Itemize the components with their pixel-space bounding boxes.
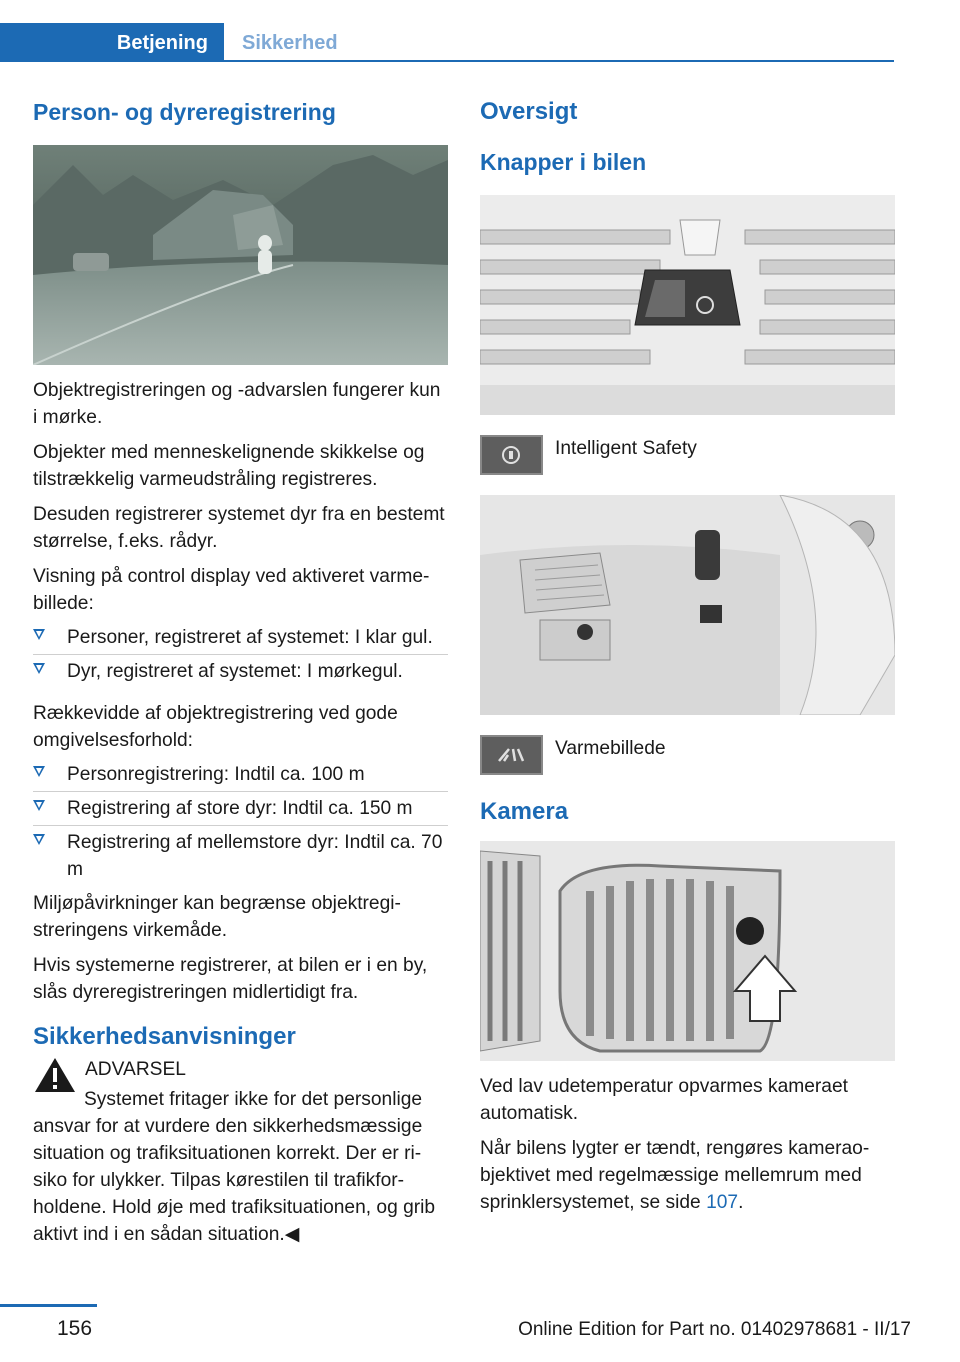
- camera-grille-image: [480, 841, 895, 1061]
- page-number: 156: [57, 1317, 93, 1340]
- section-heading-safety: Sikkerhedsanvisninger: [33, 1023, 296, 1050]
- header-rule: [0, 60, 894, 62]
- triangle-bullet-icon: [33, 663, 45, 674]
- paragraph-5: Rækkevidde af objektregistrering ved gode omgivelsesforhold:: [33, 703, 398, 751]
- triangle-bullet-icon: [33, 834, 45, 845]
- grille-button-image: [480, 195, 895, 415]
- dashboard-image: [480, 495, 895, 715]
- intelligent-safety-button-icon: [480, 435, 543, 475]
- camera-paragraph-2: Når bilens lygter er tændt, rengøres kameraobjektivet med regelmæssige mellemrum med sprinklersystemet, se side 107.: [480, 1138, 870, 1213]
- section-heading-person: Person- og dyreregistrering: [33, 99, 336, 125]
- thermal-image-row: [480, 735, 895, 775]
- subheading-buttons: Knapper i bilen: [480, 149, 647, 175]
- list-item: Dyr, registreret af systemet: I mørkegul.: [33, 655, 448, 688]
- paragraph-7: Hvis systemerne registrerer, at bilen er i en by, slås dyreregistreringen midlertidigt fra.: [33, 955, 428, 1003]
- thermal-image-label: Varmebillede: [555, 738, 666, 759]
- chapter-tabs: [0, 23, 354, 61]
- camera-paragraph-1: Ved lav udetemperatur opvarmes kameraet automatisk.: [480, 1076, 848, 1124]
- list-item: Registrering af store dyr: Indtil ca. 150 m: [33, 792, 448, 826]
- footer-rule: [0, 1304, 97, 1307]
- page-link[interactable]: 107: [706, 1192, 739, 1213]
- list-item: Personregistrering: Indtil ca. 100 m: [33, 758, 448, 792]
- paragraph-3: Desuden registrerer systemet dyr fra en bestemt størrelse, f.eks. rådyr.: [33, 504, 445, 552]
- list-item: Registrering af mellemstore dyr: Indtil ca. 70 m: [33, 826, 448, 886]
- warning-text: Systemet fritager ikke for det personlige ansvar for at vurdere den sikkerhedsmæssige situation og trafiksituationen korrekt. Der er risiko for ulykker. Tilpas kørestilen til trafikforholdene. Hold øje med trafiksituationen, og grib aktivt ind i en sådan situation.◀: [33, 1089, 436, 1245]
- paragraph-1: Objektregistreringen og -advarslen fungerer kun i mørke.: [33, 380, 441, 428]
- intelligent-safety-row: [480, 435, 895, 475]
- right-column: [480, 95, 895, 1224]
- triangle-bullet-icon: [33, 629, 45, 640]
- bullet-list-display: [33, 621, 448, 688]
- night-vision-image: [33, 145, 448, 365]
- edition-text: Online Edition for Part no. 01402978681 - II/17: [518, 1319, 911, 1340]
- triangle-bullet-icon: [33, 766, 45, 777]
- paragraph-6: Miljøpåvirkninger kan begrænse objektregistreringens virkemåde.: [33, 893, 401, 941]
- tab-sikkerhed[interactable]: Sikkerhed: [242, 32, 338, 54]
- section-heading-camera: Kamera: [480, 798, 569, 825]
- warning-title: ADVARSEL: [85, 1059, 186, 1080]
- left-column: [33, 95, 448, 1256]
- tab-betjening[interactable]: Betjening: [0, 23, 224, 61]
- intelligent-safety-label: Intelligent Safety: [555, 438, 697, 459]
- triangle-bullet-icon: [33, 800, 45, 811]
- bullet-list-range: [33, 758, 448, 886]
- list-item: Personer, registreret af systemet: I klar gul.: [33, 621, 448, 655]
- paragraph-2: Objekter med menneskelignende skikkelse og tilstrækkelig varmeudstråling registreres.: [33, 442, 425, 490]
- thermal-image-button-icon: [480, 735, 543, 775]
- paragraph-4: Visning på control display ved aktiveret varmebillede:: [33, 566, 430, 614]
- section-heading-overview: Oversigt: [480, 98, 578, 125]
